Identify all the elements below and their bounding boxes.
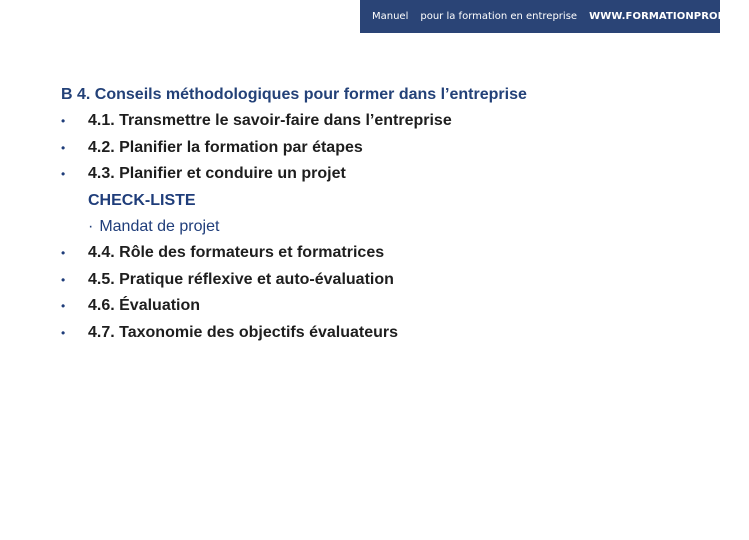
list-item[interactable] [61,240,681,267]
checklist-item[interactable] [61,214,681,240]
bullet-icon: • [61,272,66,287]
list-item-label: 4.6. Évaluation [88,297,201,315]
list-item[interactable] [61,161,681,188]
list-item[interactable] [61,267,681,294]
list-item-label: 4.3. Planifier et conduire un projet [88,165,346,183]
list-item-label: 4.1. Transmettre le savoir-faire dans l’entreprise [88,111,452,129]
bullet-icon: • [61,140,66,155]
slide-content [61,82,681,347]
banner-site-link[interactable]: WWW.FORMATIONPROF.CH [589,11,743,22]
sub-bullet-icon: · [88,217,94,235]
list-item-label: 4.7. Taxonomie des objectifs évaluateurs [88,324,399,342]
bullet-icon: • [61,167,66,182]
list-item-label: 4.4. Rôle des formateurs et formatrices [88,243,385,261]
list-item[interactable] [61,320,681,347]
bullet-icon: • [61,299,66,314]
list-item[interactable] [61,135,681,162]
list-item-label: 4.2. Planifier la formation par étapes [88,138,363,156]
checklist-heading: CHECK-LISTE [88,192,196,210]
banner-manual-label: Manuel [372,11,409,22]
checklist-item-label: Mandat de projet [99,217,220,235]
bullet-icon: • [61,245,66,260]
top-banner [360,0,743,33]
bullet-icon: • [61,113,66,128]
banner-subtitle: pour la formation en entreprise [420,11,578,22]
list-item-label: 4.5. Pratique réflexive et auto-évaluation [88,270,394,288]
bullet-icon: • [61,326,66,341]
list-item[interactable] [61,293,681,320]
page-title: B 4. Conseils méthodologiques pour former dans l’entreprise [61,86,527,103]
list-item[interactable] [61,108,681,135]
